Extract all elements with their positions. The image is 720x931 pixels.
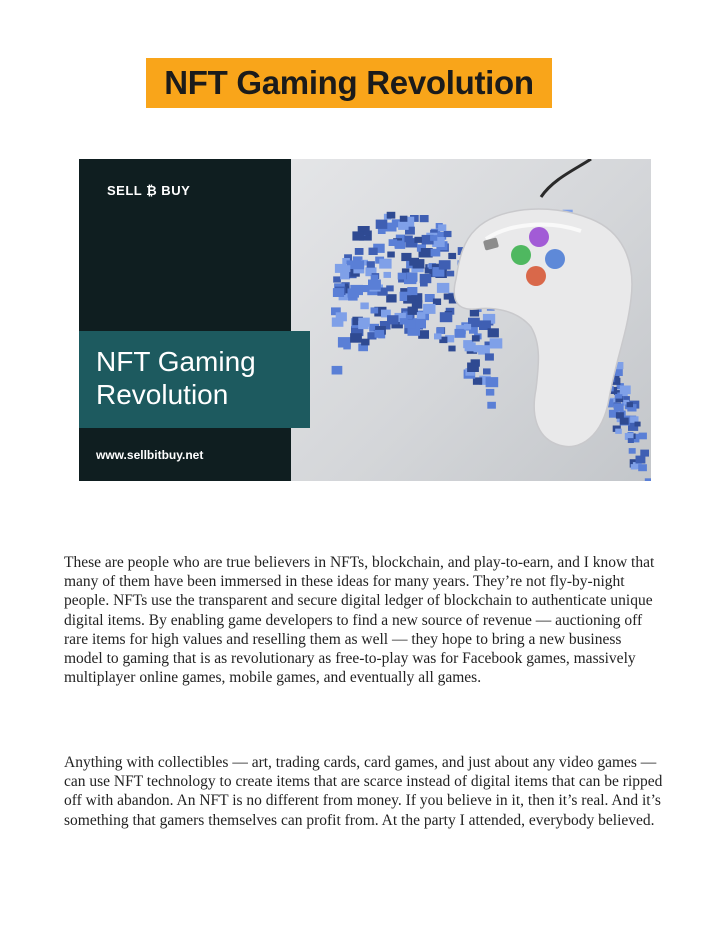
pixel-block <box>407 287 417 295</box>
pixel-block <box>387 212 396 219</box>
pixel-block <box>368 280 381 290</box>
pixel-block <box>488 328 499 337</box>
pixel-block <box>629 448 636 454</box>
pixel-block <box>486 389 494 396</box>
pixel-block <box>376 220 388 229</box>
pixel-block <box>448 346 455 352</box>
pixel-block <box>355 248 364 255</box>
pixel-block <box>485 353 494 360</box>
pixel-block <box>420 215 429 222</box>
pixel-block <box>379 259 391 269</box>
pixel-block <box>467 363 479 373</box>
pixel-block <box>486 377 499 387</box>
pixel-block <box>636 456 646 464</box>
pixel-block <box>420 274 432 283</box>
pixel-block <box>430 235 437 241</box>
pixel-block <box>369 248 378 255</box>
pixel-block <box>350 333 362 343</box>
pixel-block <box>439 260 451 269</box>
pixel-block <box>358 318 370 327</box>
pixel-block <box>333 288 344 297</box>
pixel-block <box>375 330 385 338</box>
pixel-block <box>455 329 466 338</box>
pixel-block <box>332 318 344 327</box>
pixel-block <box>483 368 491 374</box>
pixel-block <box>387 315 399 324</box>
pixel-block <box>398 273 407 280</box>
pixel-block <box>447 271 454 277</box>
pixel-block <box>353 260 364 269</box>
pixel-block <box>628 438 634 443</box>
pixel-block <box>620 418 629 425</box>
banner-dark-panel <box>79 159 291 481</box>
pixel-block <box>340 271 350 279</box>
pixel-block <box>367 261 375 268</box>
banner-heading: NFT Gaming Revolution <box>96 346 256 410</box>
pixel-block <box>444 231 452 237</box>
pixel-block <box>352 231 364 240</box>
pixel-block <box>384 272 392 278</box>
pixel-block <box>348 288 360 297</box>
pixel-block <box>414 237 422 243</box>
pixel-block <box>638 464 647 471</box>
pixel-block <box>360 303 368 310</box>
pixel-block <box>631 464 638 469</box>
pixel-block <box>371 307 379 313</box>
pixel-block <box>472 335 480 341</box>
pixel-block <box>406 272 417 281</box>
pixel-block <box>635 422 641 427</box>
pixel-block <box>487 402 496 409</box>
pixel-block <box>409 258 419 266</box>
brand-logo: SELL ₿ BUY <box>107 183 191 198</box>
pixel-block <box>448 253 456 259</box>
pixel-block <box>417 312 426 319</box>
pixel-block <box>470 309 479 316</box>
pixel-block <box>400 216 408 222</box>
page-title: NFT Gaming Revolution <box>164 64 534 101</box>
pixel-block <box>436 327 444 334</box>
game-controller-icon <box>291 159 651 481</box>
pixel-block <box>437 283 449 293</box>
pixel-block <box>404 236 412 243</box>
pixel-block <box>431 249 441 257</box>
pixel-block <box>639 433 647 440</box>
pixel-block <box>640 450 649 457</box>
pixel-block <box>465 342 476 351</box>
pixel-block <box>615 429 622 434</box>
banner-image <box>79 159 651 481</box>
banner-url: www.sellbitbuy.net <box>96 448 204 462</box>
pixel-block <box>405 319 416 328</box>
pixel-block <box>620 386 631 395</box>
pixel-block <box>361 339 369 346</box>
pixel-block <box>490 338 503 348</box>
paragraph-2: Anything with collectibles — art, trading cards, card games, and just about any video games — can use NFT technology to create items that are scarce instead of digital items that can be ripped off with abandon. An NFT is no different from money. If you believe in it, then it’s real. And it’s something that gamers themselves can profit from. At the party I attended, everybody believed. <box>64 754 663 829</box>
pixel-block <box>616 412 624 418</box>
title-highlight <box>146 58 552 108</box>
pixel-block <box>408 307 418 315</box>
pixel-block <box>338 337 351 347</box>
pixel-block <box>614 403 624 411</box>
pixel-block <box>440 312 453 322</box>
pixel-block <box>342 265 350 271</box>
pixel-block <box>407 295 416 302</box>
pixel-block <box>627 402 633 407</box>
pixel-block <box>333 276 341 282</box>
pixel-block <box>386 294 396 302</box>
pixel-block <box>434 333 442 339</box>
pixel-block <box>645 478 651 481</box>
pixel-block <box>332 366 343 375</box>
pixel-block <box>398 222 409 230</box>
pixel-block <box>438 224 446 231</box>
pixel-block <box>395 241 406 249</box>
pixel-block <box>464 324 471 330</box>
pixel-block <box>387 252 395 258</box>
paragraph-1: These are people who are true believers in NFTs, blockchain, and play-to-earn, and I know that many of them have been immersed in these ideas for many years. They’re not fly-by-night people. NFTs use the transparent and secure digital ledger of blockchain to authenticate unique digital items. By enabling game developers to find a new source of revenue — auctioning off rare items for high values and reselling them as well — they hope to bring a new business model to gaming that is as revolutionary as free-to-play was for Facebook games, massively multiplayer online games, mobile games, and eventually all games. <box>64 554 655 687</box>
